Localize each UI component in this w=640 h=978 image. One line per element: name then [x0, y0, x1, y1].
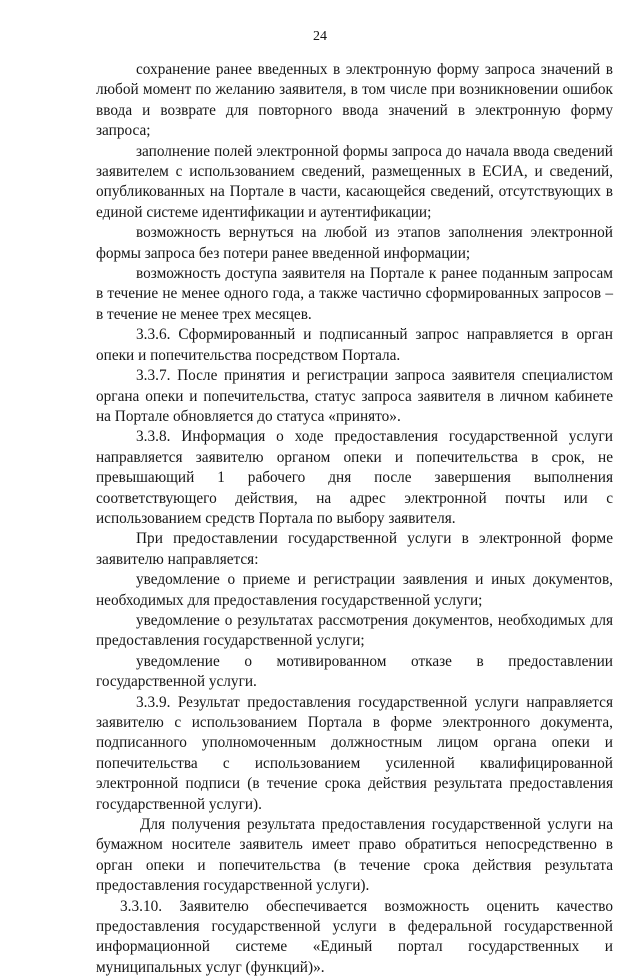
paragraph: Для получения результата предоставления государственной услуги на бумажном носителе заявитель имеет право обратиться непосредственно в орган опеки и попечительства (в течение срока действия результата предоставления государственной услуги).: [96, 816, 613, 895]
paragraph: 3.3.8. Информация о ходе предоставления государственной услуги направляется заявителю органом опеки и попечительства в срок, не превышающий 1 рабочего дня после завершения выполнения соответствующего действия, на адрес электронной почты или с использованием средств Портала по выбору заявителя.: [96, 428, 613, 527]
paragraph: возможность доступа заявителя на Портале к ранее поданным запросам в течение не менее одного года, а также частично сформированных запросов – в течение не менее трех месяцев.: [96, 265, 613, 323]
paragraph: уведомление о приеме и регистрации заявления и иных документов, необходимых для предоставления государственной услуги;: [96, 571, 613, 609]
paragraph: сохранение ранее введенных в электронную форму запроса значений в любой момент по желанию заявителя, в том числе при возникновении ошибок ввода и возврате для повторного ввода значений в электронную форму запроса;: [96, 61, 613, 140]
paragraph: 3.3.10. Заявителю обеспечивается возможность оценить качество предоставления государственной услуги в федеральной государственной информационной системе «Единый портал государственных и муниципальных услуг (функций)».: [96, 897, 613, 976]
paragraph: уведомление о мотивированном отказе в предоставлении государственной услуги.: [96, 652, 613, 691]
paragraph: уведомление о результатах рассмотрения документов, необходимых для предоставления государственной услуги;: [96, 611, 613, 650]
paragraph: При предоставлении государственной услуги в электронной форме заявителю направляется:: [96, 530, 613, 568]
paragraph: 3.3.9. Результат предоставления государственной услуги направляется заявителю с использованием Портала в форме электронного документа, подписанного уполномоченным должностным лицом органа опеки и попечительства с использованием усиленной квалифицированной электронной подписи (в течение срока действия результата предоставления государственной услуги).: [96, 693, 613, 813]
paragraph: возможность вернуться на любой из этапов заполнения электронной формы запроса без потери ранее введенной информации;: [96, 224, 613, 262]
document-body: [96, 60, 613, 978]
paragraph: 3.3.6. Сформированный и подписанный запрос направляется в орган опеки и попечительства посредством Портала.: [96, 326, 613, 364]
page-number: 24: [313, 29, 327, 44]
paragraph: 3.3.7. После принятия и регистрации запроса заявителя специалистом органа опеки и попечительства, статус запроса заявителя в личном кабинете на Портале обновляется до статуса «принято».: [96, 367, 613, 425]
paragraph: заполнение полей электронной формы запроса до начала ввода сведений заявителем с использованием сведений, размещенных в ЕСИА, и сведений, опубликованных на Портале в части, касающейся сведений, отсутствующих в единой системе идентификации и аутентификации;: [96, 142, 613, 221]
